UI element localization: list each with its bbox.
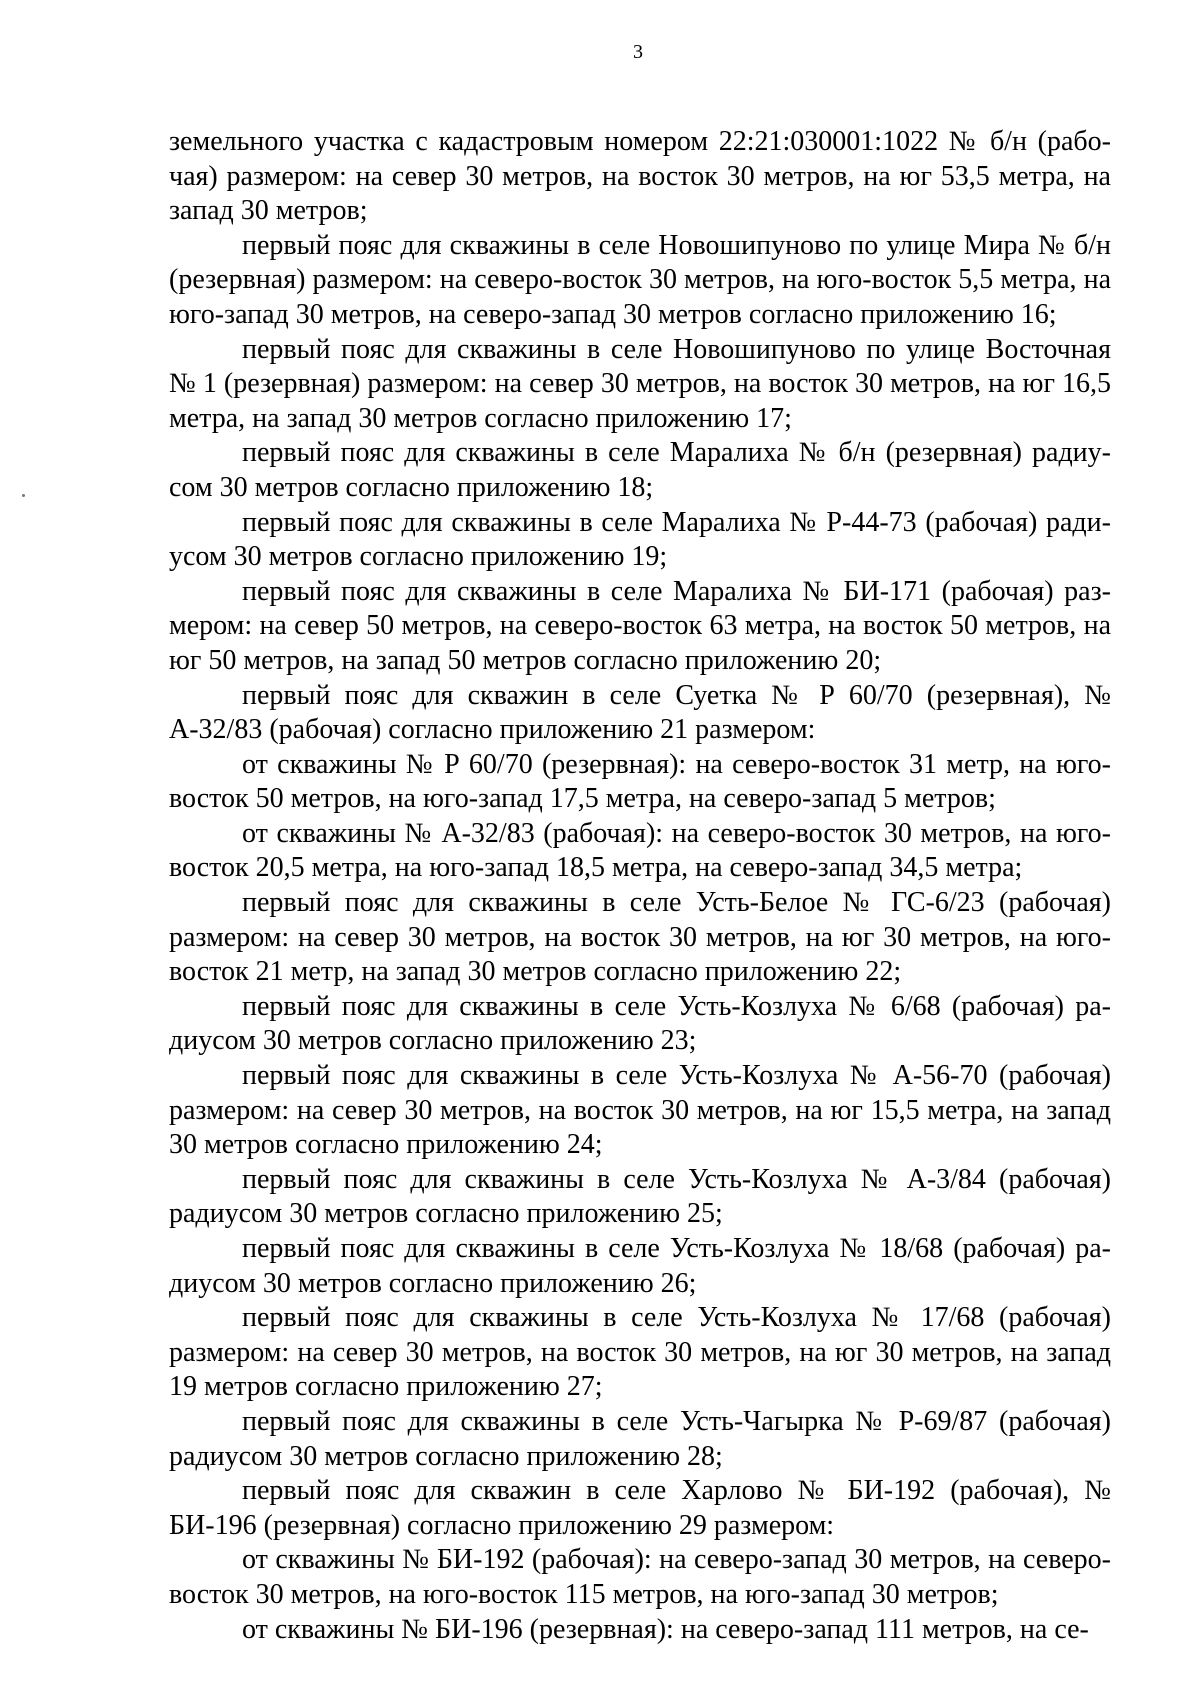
- paragraph: первый пояс для скважины в селе Новошипуново по улице Восточная № 1 (резервная) размером: на север 30 метров, на восток 30 метров, на юг 16,5 метра, на запад 30 метров согласно приложению 17;: [169, 333, 1111, 434]
- paragraph: первый пояс для скважины в селе Маралиха № БИ-171 (рабочая) размером: на север 50 метров, на северо-восток 63 метра, на восток 50 метров, на юг 50 метров, на запад 50 метров согласно приложению 20;: [169, 575, 1111, 676]
- paragraph: первый пояс для скважины в селе Усть-Белое № ГС-6/23 (рабочая) размером: на север 30 метров, на восток 30 метров, на юг 30 метров, на юговосток 21 метр, на запад 30 метров согласно приложению 22;: [169, 887, 1111, 988]
- paragraph: первый пояс для скважины в селе Усть-Чагырка № Р-69/87 (рабочая) радиусом 30 метров согласно приложению 28;: [169, 1405, 1111, 1472]
- page-number: 3: [633, 41, 643, 63]
- paragraph: от скважины № Р 60/70 (резервная): на северо-восток 31 метр, на юговосток 50 метров, на юго-запад 17,5 метра, на северо-запад 5 метров;: [169, 748, 1111, 815]
- paragraph: первый пояс для скважины в селе Усть-Козлуха № 6/68 (рабочая) радиусом 30 метров согласно приложению 23;: [169, 990, 1111, 1057]
- paragraph: первый пояс для скважины в селе Усть-Козлуха № 17/68 (рабочая) размером: на север 30 метров, на восток 30 метров, на юг 30 метров, на запад 19 метров согласно приложению 27;: [169, 1302, 1111, 1403]
- document-body: [169, 125, 1111, 1647]
- paragraph: первый пояс для скважины в селе Усть-Козлуха № А-3/84 (рабочая) радиусом 30 метров согласно приложению 25;: [169, 1163, 1111, 1230]
- paragraph: первый пояс для скважины в селе Усть-Козлуха № А-56-70 (рабочая) размером: на север 30 метров, на восток 30 метров, на юг 15,5 метра, на запад 30 метров согласно приложению 24;: [169, 1060, 1111, 1161]
- paragraph: первый пояс для скважины в селе Новошипуново по улице Мира № б/н (резервная) размером: на северо-восток 30 метров, на юго-восток 5,5 метра, на юго-запад 30 метров, на северо-запад 30 метров согласно приложению 16;: [169, 229, 1111, 330]
- paragraph: от скважины № А-32/83 (рабочая): на северо-восток 30 метров, на юговосток 20,5 метра, на юго-запад 18,5 метра, на северо-запад 34,5 метра;: [169, 817, 1111, 884]
- paragraph: от скважины № БИ-192 (рабочая): на северо-запад 30 метров, на северо-восток 30 метров, на юго-восток 115 метров, на юго-запад 30 метров;: [169, 1544, 1111, 1610]
- paragraph: первый пояс для скважины в селе Маралиха № Р-44-73 (рабочая) радиусом 30 метров согласно приложению 19;: [169, 506, 1111, 573]
- paragraph: первый пояс для скважины в селе Маралиха № б/н (резервная) радиусом 30 метров согласно приложению 18;: [169, 437, 1111, 503]
- paragraph: земельного участка с кадастровым номером 22:21:030001:1022 № б/н (рабочая) размером: на север 30 метров, на восток 30 метров, на юг 53,5 метра, на запад 30 метров;: [169, 126, 1111, 227]
- paragraph: первый пояс для скважины в селе Усть-Козлуха № 18/68 (рабочая) радиусом 30 метров согласно приложению 26;: [169, 1233, 1111, 1299]
- paragraph: первый пояс для скважин в селе Суетка № Р 60/70 (резервная), № А-32/83 (рабочая) согласно приложению 21 размером:: [169, 679, 1111, 746]
- paragraph: от скважины № БИ-196 (резервная): на северо-запад 111 метров, на се-: [242, 1613, 1089, 1645]
- scan-speck: [22, 494, 25, 497]
- paragraph: первый пояс для скважин в селе Харлово № БИ-192 (рабочая), № БИ-196 (резервная) согласно приложению 29 размером:: [169, 1475, 1111, 1541]
